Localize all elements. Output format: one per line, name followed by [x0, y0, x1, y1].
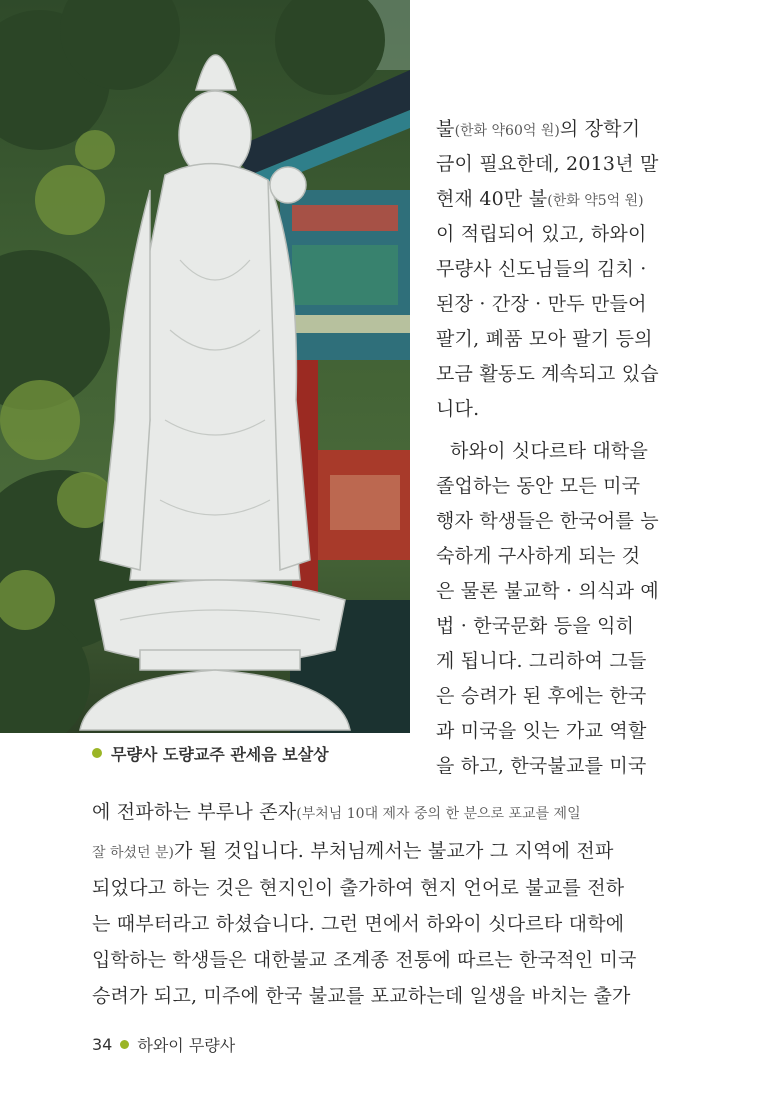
body-line: 무량사 신도님들의 김치 · [436, 258, 647, 280]
body-line: 는 때부터라고 하셨습니다. 그런 면에서 하와이 싯다르타 대학에 [92, 913, 625, 935]
caption-bullet-icon [92, 748, 102, 758]
photo-illustration [0, 0, 410, 733]
body-line: 이 적립되어 있고, 하와이 [436, 223, 647, 245]
footer-bullet-icon [120, 1040, 129, 1049]
body-line: 모금 활동도 계속되고 있습 [436, 363, 659, 385]
body-line: 입학하는 학생들은 대한불교 조계종 전통에 따르는 한국적인 미국 [92, 949, 637, 971]
body-line: 은 승려가 된 후에는 한국 [436, 685, 647, 707]
buddha-statue-photo [0, 0, 410, 733]
body-line: 된장 · 간장 · 만두 만들어 [436, 293, 647, 315]
page-footer [92, 1032, 235, 1056]
body-line: 되었다고 하는 것은 현지인이 출가하여 현지 언어로 불교를 전하 [92, 877, 625, 899]
body-line: 법 · 한국문화 등을 익히 [436, 615, 635, 637]
page-number: 34 [92, 1034, 113, 1054]
body-line: 행자 학생들은 한국어를 능 [436, 510, 659, 532]
paragraph-start-line: 하와이 싯다르타 대학을 [450, 440, 649, 462]
body-line: 숙하게 구사하게 되는 것 [436, 545, 641, 567]
body-line: 팔기, 폐품 모아 팔기 등의 [436, 328, 653, 350]
body-line: 졸업하는 동안 모든 미국 [436, 475, 641, 497]
body-line: 을 하고, 한국불교를 미국 [436, 755, 647, 777]
body-line: 과 미국을 잇는 가교 역할 [436, 720, 647, 742]
caption-text: 무량사 도량교주 관세음 보살상 [111, 744, 329, 764]
body-line: 에 전파하는 부루나 존자(부처님 10대 제자 중의 한 분으로 포교를 제일 [92, 801, 581, 823]
body-line: 승려가 되고, 미주에 한국 불교를 포교하는데 일생을 바치는 출가 [92, 985, 631, 1007]
body-line: 게 됩니다. 그리하여 그들 [436, 650, 647, 672]
body-line: 금이 필요한데, 2013년 말 [436, 153, 659, 175]
body-line: 잘 하셨던 분)가 될 것입니다. 부처님께서는 불교가 그 지역에 전파 [92, 840, 614, 862]
body-line: 니다. [436, 398, 480, 420]
book-title: 하와이 무량사 [137, 1035, 236, 1055]
body-line: 불(한화 약60억 원)의 장학기 [436, 118, 641, 140]
photo-caption [92, 738, 422, 768]
body-line: 은 물론 불교학 · 의식과 예 [436, 580, 659, 602]
body-line: 현재 40만 불(한화 약5억 원) [436, 188, 644, 210]
